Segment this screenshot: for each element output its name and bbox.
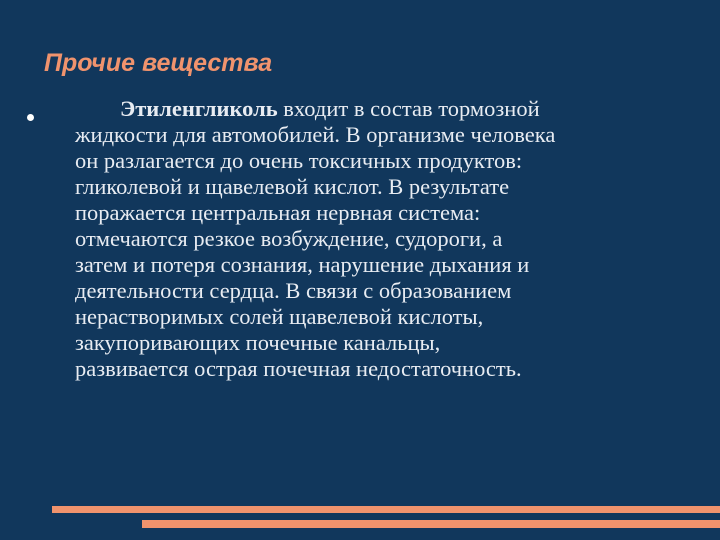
text-line: поражается центральная нервная система:: [75, 200, 481, 225]
text-line: жидкости для автомобилей. В организме человека: [75, 122, 556, 147]
decorative-bar-top: [52, 506, 720, 513]
bullet-point-icon: [27, 114, 34, 121]
text-line: затем и потеря сознания, нарушение дыхания и: [75, 252, 530, 277]
text-line-segment: входит в состав тормозной: [277, 96, 540, 121]
bold-term: Этиленгликоль: [120, 96, 278, 121]
text-line: нерастворимых солей щавелевой кислоты,: [75, 304, 484, 329]
text-line: развивается острая почечная недостаточность.: [75, 356, 522, 381]
decorative-bar-bottom: [142, 520, 720, 528]
text-line: он разлагается до очень токсичных продуктов:: [75, 148, 523, 173]
text-line: гликолевой и щавелевой кислот. В результате: [75, 174, 510, 199]
text-line: деятельности сердца. В связи с образованием: [75, 278, 512, 303]
slide-title: Прочие вещества: [44, 49, 273, 77]
text-line: [75, 96, 695, 122]
text-line: закупоривающих почечные канальцы,: [75, 330, 441, 355]
bullet-text: [75, 96, 695, 382]
text-line: отмечаются резкое возбуждение, судороги, а: [75, 226, 503, 251]
